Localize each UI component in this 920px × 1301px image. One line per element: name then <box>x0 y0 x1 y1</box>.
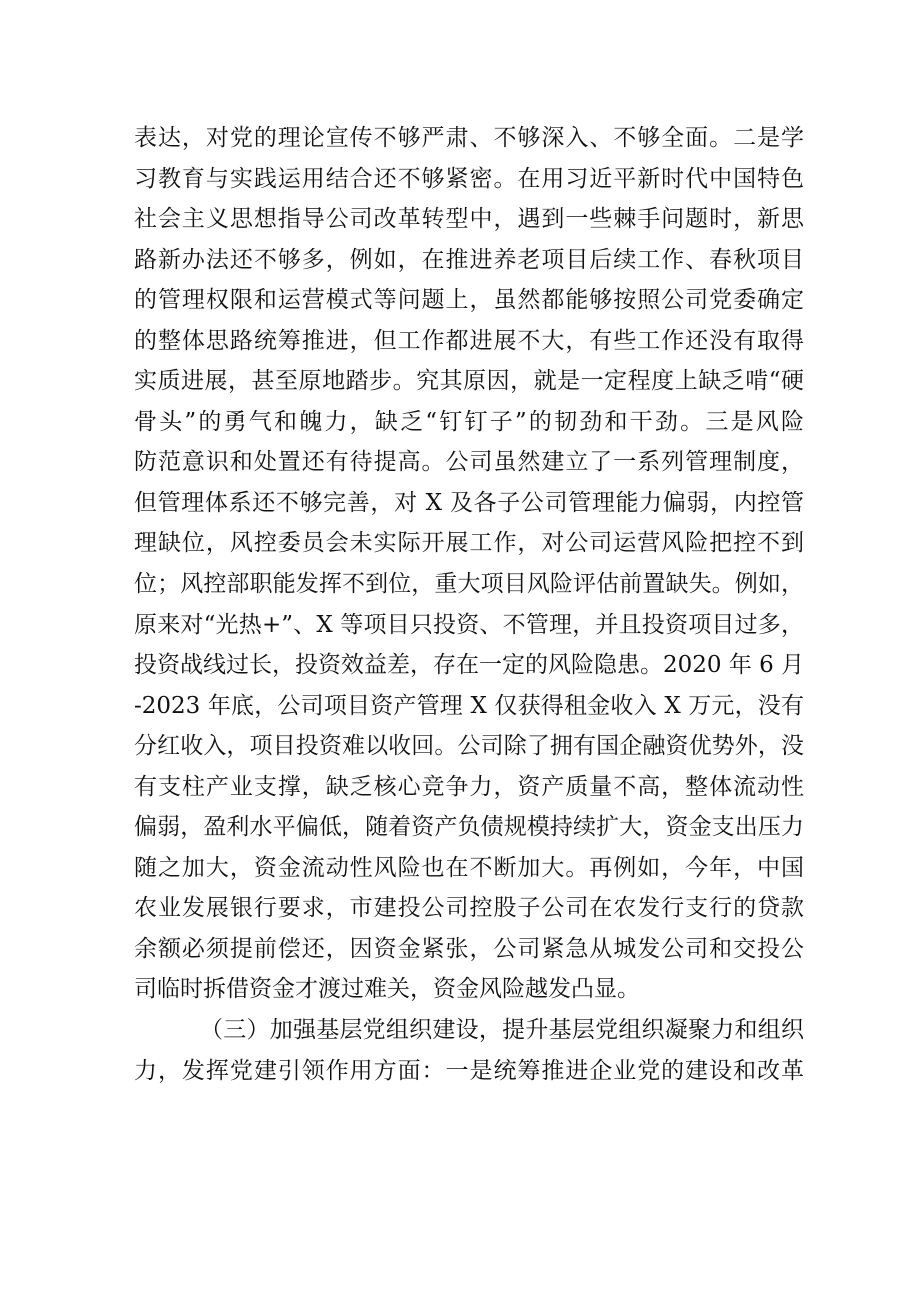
text-line: 余额必须提前偿还，因资金紧张，公司紧急从城发公司和交投公 <box>134 935 804 962</box>
text-line: 的整体思路统筹推进，但工作都进展不大，有些工作还没有取得 <box>134 327 804 354</box>
text-line: 实质进展，甚至原地踏步。究其原因，就是一定程度上缺乏啃“硬 <box>134 368 804 395</box>
body-text <box>134 118 804 1091</box>
text-line: 骨头”的勇气和魄力，缺乏“钉钉子”的韧劲和干劲。三是风险 <box>134 408 804 435</box>
text-line: 但管理体系还不够完善，对 X 及各子公司管理能力偏弱，内控管 <box>134 489 804 516</box>
text-line: 习教育与实践运用结合还不够紧密。在用习近平新时代中国特色 <box>134 165 804 192</box>
text-line: 表达，对党的理论宣传不够严肃、不够深入、不够全面。二是学 <box>134 125 804 151</box>
text-line: 理缺位，风控委员会未实际开展工作，对公司运营风险把控不到 <box>134 530 804 557</box>
text-line: 路新办法还不够多，例如，在推进养老项目后续工作、春秋项目 <box>134 246 804 273</box>
text-line: 分红收入，项目投资难以收回。公司除了拥有国企融资优势外，没 <box>134 733 804 760</box>
text-line: 司临时拆借资金才渡过难关，资金风险越发凸显。 <box>134 976 640 1003</box>
text-line: （三）加强基层党组织建设，提升基层党组织凝聚力和组织 <box>200 1017 804 1044</box>
text-line: 社会主义思想指导公司改革转型中，遇到一些棘手问题时，新思 <box>134 206 804 233</box>
text-line: 原来对“光热+”、X 等项目只投资、不管理，并且投资项目过多， <box>134 611 804 638</box>
text-line: 的管理权限和运营模式等问题上，虽然都能够按照公司党委确定 <box>134 287 804 314</box>
text-line: 力，发挥党建引领作用方面：一是统筹推进企业党的建设和改革 <box>134 1057 804 1084</box>
text-line: 投资战线过长，投资效益差，存在一定的风险隐患。2020 年 6 月 <box>134 652 805 679</box>
text-line: 农业发展银行要求，市建投公司控股子公司在农发行支行的贷款 <box>134 895 804 922</box>
text-line: -2023 年底，公司项目资产管理 X 仅获得租金收入 X 万元，没有 <box>134 692 804 719</box>
text-line: 位；风控部职能发挥不到位，重大项目风险评估前置缺失。例如， <box>134 571 804 598</box>
text-line: 随之加大，资金流动性风险也在不断加大。再例如，今年，中国 <box>134 854 804 881</box>
text-line: 防范意识和处置还有待提高。公司虽然建立了一系列管理制度， <box>134 449 804 476</box>
text-line: 偏弱，盈利水平偏低，随着资产负债规模持续扩大，资金支出压力 <box>134 814 804 841</box>
text-line: 有支柱产业支撑，缺乏核心竞争力，资产质量不高，整体流动性 <box>134 773 804 800</box>
